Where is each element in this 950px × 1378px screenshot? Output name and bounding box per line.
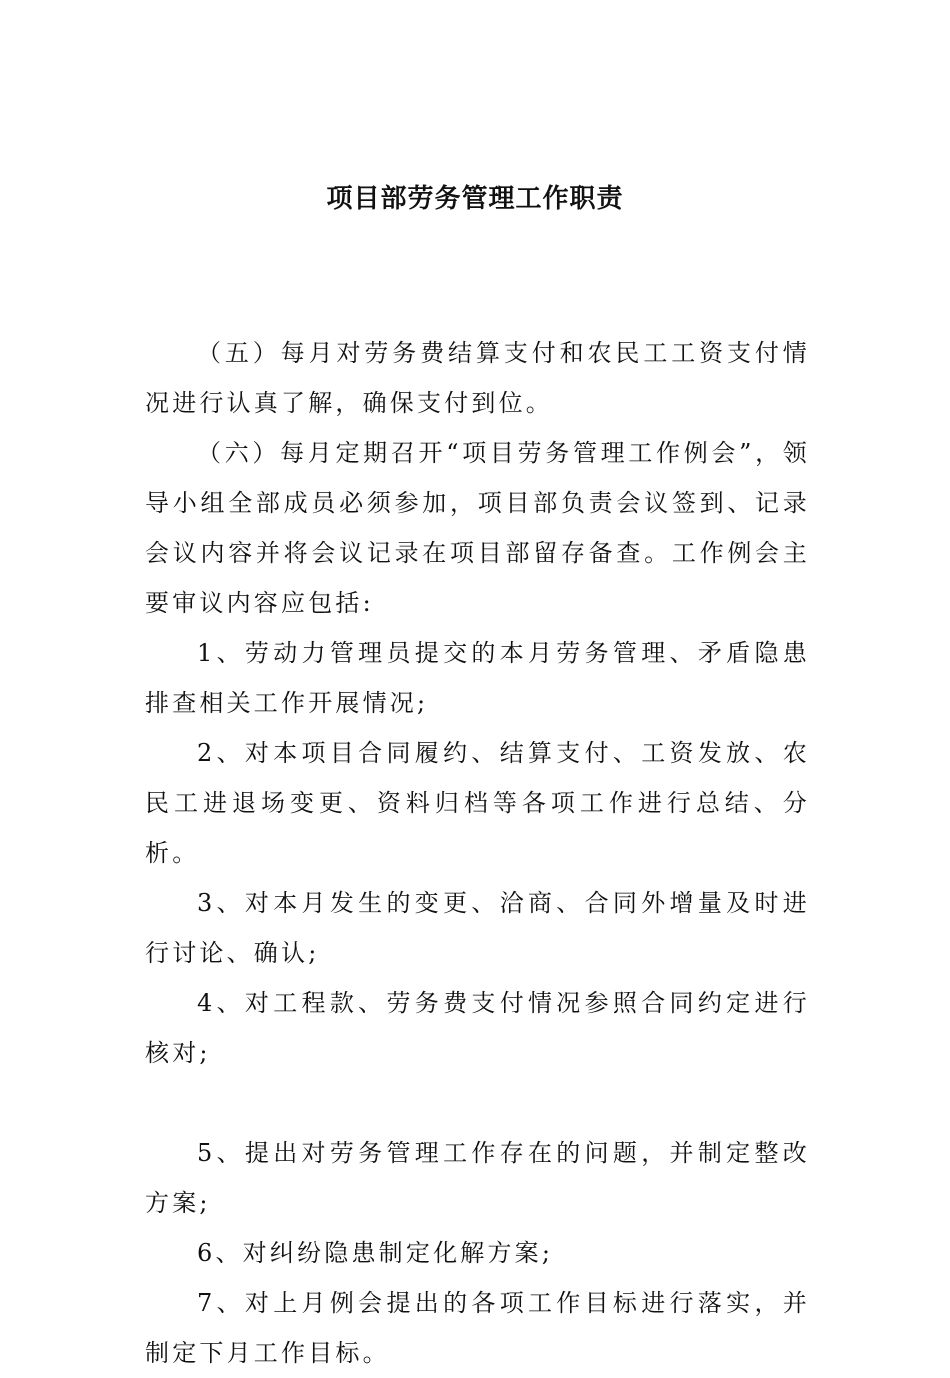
list-item-2: 2、对本项目合同履约、结算支付、工资发放、农民工进退场变更、资料归档等各项工作进行总结、分析。 — [145, 739, 810, 867]
paragraph-6: （六）每月定期召开“项目劳务管理工作例会”，领导小组全部成员必须参加，项目部负责会议签到、记录会议内容并将会议记录在项目部留存备查。工作例会主要审议内容应包括: — [145, 439, 810, 617]
list-item-6: 6、对纠纷隐患制定化解方案; — [197, 1239, 554, 1267]
list-item-1: 1、劳动力管理员提交的本月劳务管理、矛盾隐患排查相关工作开展情况; — [145, 639, 810, 717]
list-item-4: 4、对工程款、劳务费支付情况参照合同约定进行核对; — [145, 989, 810, 1067]
list-item-3: 3、对本月发生的变更、洽商、合同外增量及时进行讨论、确认; — [145, 889, 810, 967]
list-item-5: 5、提出对劳务管理工作存在的问题，并制定整改方案; — [145, 1139, 810, 1217]
paragraph-5: （五）每月对劳务费结算支付和农民工工资支付情况进行认真了解，确保支付到位。 — [145, 339, 810, 417]
document-body — [145, 328, 810, 1378]
document-title: 项目部劳务管理工作职责 — [326, 184, 624, 214]
list-item-7: 7、对上月例会提出的各项工作目标进行落实，并制定下月工作目标。 — [145, 1289, 810, 1367]
